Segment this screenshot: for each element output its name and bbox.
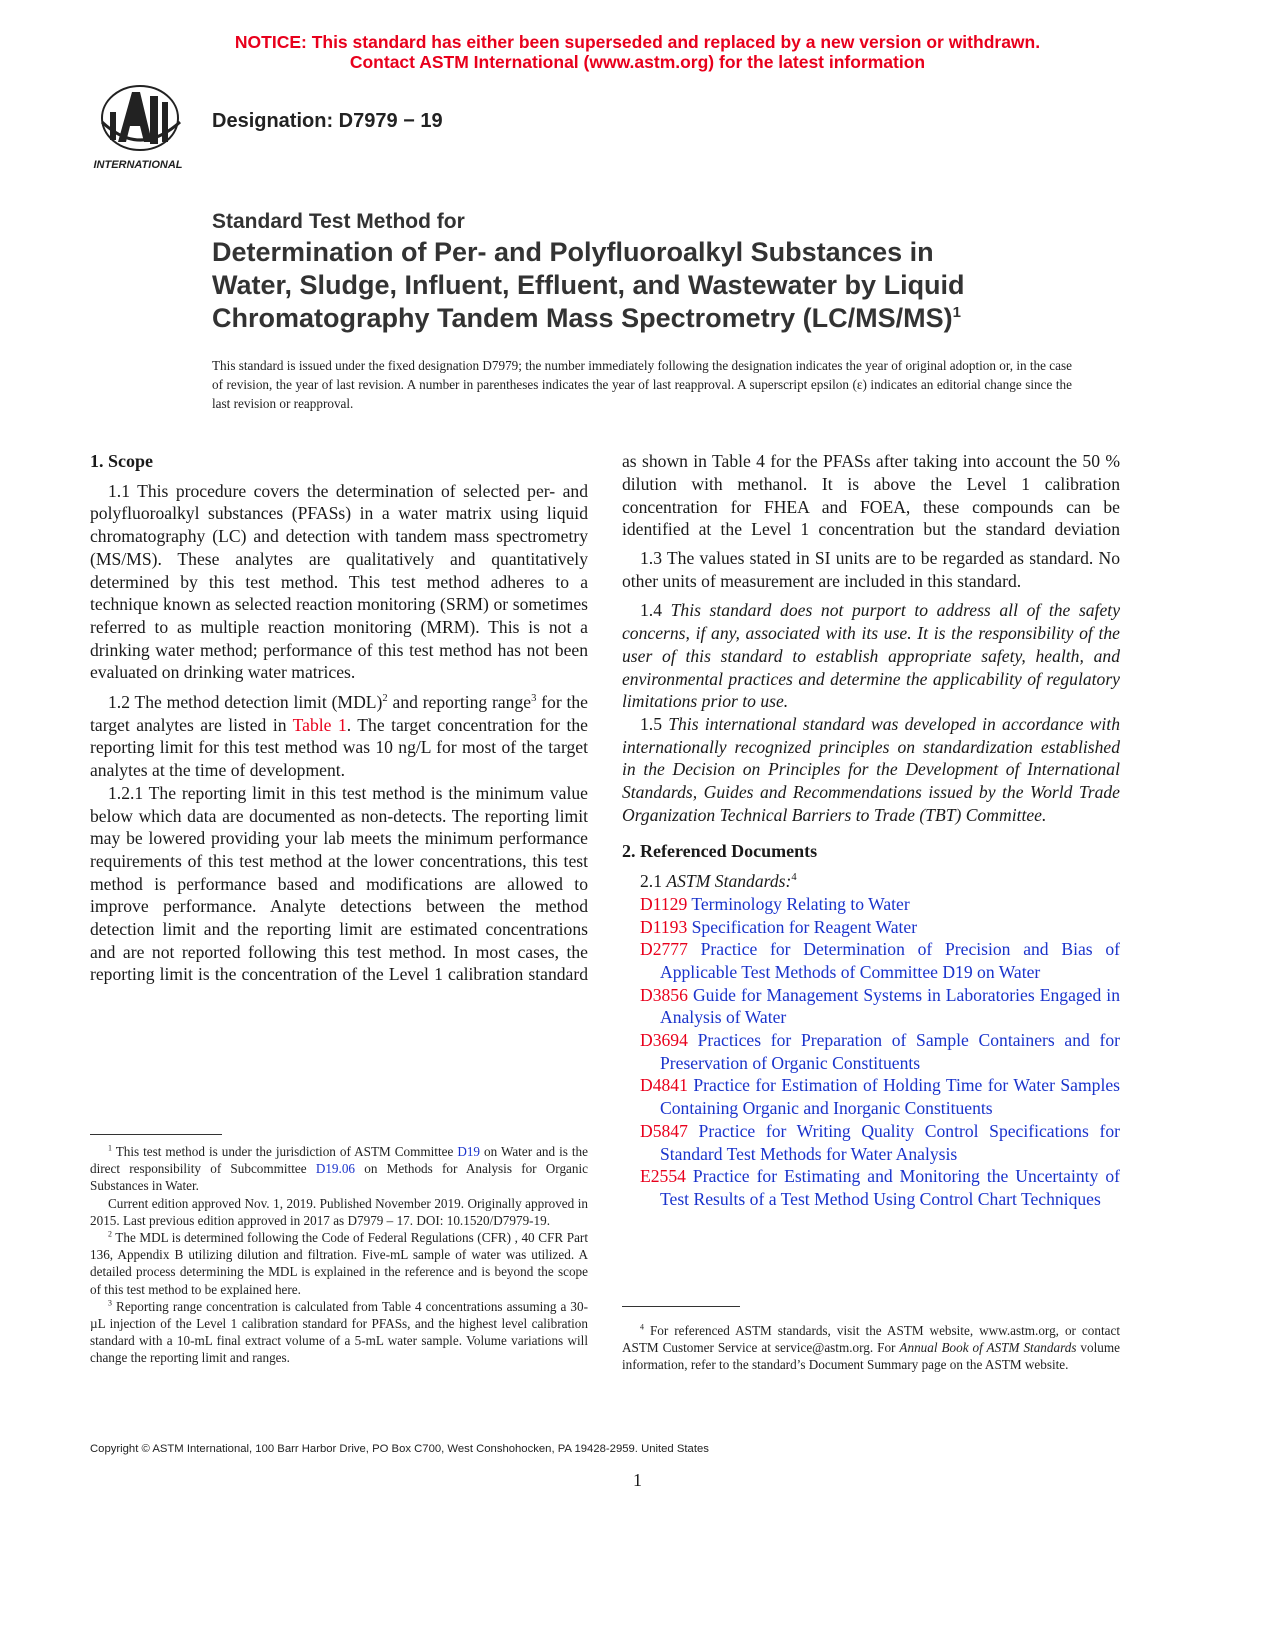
footnotes-right (622, 1322, 1120, 1374)
designation: Designation: D7979 − 19 (212, 110, 443, 132)
left-column (90, 450, 588, 986)
title-line-4: Chromatography Tandem Mass Spectrometry $(LC/MS/MS)^1$ (212, 303, 961, 333)
astm-logo (88, 82, 196, 174)
committee-d19-link[interactable]: D19 (457, 1144, 481, 1159)
supersede-notice (0, 32, 1275, 72)
section-heading-referenced-documents: 2. Referenced Documents (622, 841, 818, 862)
notice-line-1: NOTICE: This standard has either been superseded and replaced by a new version or withdrawn. (234, 32, 1041, 52)
subcommittee-d19-06-link[interactable]: D19.06 (315, 1161, 356, 1177)
paragraph-1-1: 1.1 This procedure covers the determination of selected per- and polyfluoroalkyl substances (PFASs) in a water matrix using liquid chromatography (LC) and detection with tandem mass spectrometry (MS/MS). These analytes are qualitatively and quantitatively determined by this test method. This test method adheres to a technique known as selected reaction monitoring (SRM) or sometimes referred to as multiple reaction monitoring (MRM). This is not a drinking water method; performance of this test method has not been evaluated on drinking water matrices. (90, 480, 588, 683)
astm-logo-icon (88, 82, 196, 174)
footnote-1-edition: Current edition approved Nov. 1, 2019. Published November 2019. Originally approved in 2015. Last previous edition approved in 2017 as D7979 – 17. DOI: 10.1520/D7979-19. (90, 1195, 588, 1228)
issued-note: This standard is issued under the fixed designation D7979; the number immediately following the designation indicates the year of original adoption or, in the case of revision, the year of last revision. A number in parentheses indicates the year of last reapproval. A superscript epsilon (ε) indicates an editorial change since the last revision or reapproval. (212, 358, 1072, 411)
reference-item[interactable]: D2777 Practice for Determination of Precision and Bias of Applicable Test Methods of Committee D19 on Water (640, 939, 1120, 982)
footnote-ref-3[interactable]: 3 (531, 693, 537, 705)
title-line-3: Water, Sludge, Influent, Effluent, and Wastewater by Liquid (212, 270, 965, 300)
paragraph-1-3: 1.3 The values stated in SI units are to be regarded as standard. No other units of measurement are included in this standard. (622, 548, 1120, 591)
document-title (212, 208, 1112, 335)
paragraph-1-2-1: 1.2.1 The reporting limit in this test method is the minimum value below which data are documented as non-detects. The reporting limit may be lowered providing your lab meets the minimum performance requirements of this test method at the lower concentrations, this test method is performance based and modifications are allowed to improve performance. Analyte detections between the method detection limit and the reporting limit are estimated concentrations and are not reported following this test method. In most cases, the reporting limit is the concentration of the Level 1 calibration standard (90, 782, 588, 985)
footnotes-left (90, 1143, 588, 1367)
paragraph-1-2: 1.2 The method detection limit (MDL)$^2$ and reporting range$^3$ for the target analytes are listed in Table 1. The target concentration for the reporting limit for this test method was 10 ng/L for most of the target analytes at the time of development. (90, 692, 588, 781)
reference-item[interactable]: D1193 Specification for Reagent Water (640, 916, 918, 937)
reference-item[interactable]: D4841 Practice for Estimation of Holding Time for Water Samples Containing Organic and Inorganic Constituents (640, 1075, 1120, 1119)
footnote-ref-2[interactable]: 2 (382, 693, 388, 705)
reference-item[interactable]: E2554 Practice for Estimating and Monitoring the Uncertainty of Test Results of a Test Method Using Control Chart Techniques (640, 1166, 1120, 1209)
copyright-notice: Copyright © ASTM International, 100 Barr Harbor Drive, PO Box C700, West Conshohocken, PA 19428-2959. United States (90, 1443, 709, 1455)
footnote-1: $^1$ This test method is under the jurisdiction of ASTM Committee D19 on Water and is the direct responsibility of Subcommittee D19.06 on Methods for Analysis for Organic Substances in Water. (90, 1143, 589, 1194)
footnote-divider-right (622, 1306, 740, 1307)
footnote-ref-4[interactable]: 4 (791, 872, 797, 884)
reference-item[interactable]: D5847 Practice for Writing Quality Control Specifications for Standard Test Methods for Water Analysis (640, 1120, 1120, 1164)
paragraph-1-2-1-continued: as shown in Table 4 for the PFASs after taking into account the 50 % dilution with methanol. It is above the Level 1 calibration concentration for FHEA and FOEA, these compounds can be identified at the Level 1 concentration but the standard deviation (622, 451, 1120, 540)
reference-item[interactable]: D1129 Terminology Relating to Water (640, 893, 910, 914)
reference-list (622, 893, 1120, 1211)
title-line-1: Standard Test Method for (212, 210, 465, 233)
footnote-4: $^4$ For referenced ASTM standards, visit the ASTM website, www.astm.org, or contact ASTM Customer Service at service@astm.org. For Annual Book of ASTM Standards volume information, refer to the standard’s Document Summary page on the ASTM website. (622, 1322, 1120, 1373)
section-heading-scope: 1. Scope (90, 451, 153, 471)
title-footnote-mark: 1 (952, 304, 961, 321)
right-column (622, 450, 1120, 1211)
footnote-divider-left (90, 1134, 222, 1135)
footnote-2: $^2$ The MDL is determined following the Code of Federal Regulations (CFR) , 40 CFR Part 136, Appendix B utilizing dilution and filtration. Five-mL sample of water was utilized. A detailed process determining the MDL is explained in the reference and is beyond the scope of this test method to be explained here. (90, 1229, 588, 1297)
reference-item[interactable]: D3694 Practices for Preparation of Sample Containers and for Preservation of Organic Constituents (640, 1030, 1120, 1073)
table-1-link[interactable]: Table 1 (292, 714, 347, 735)
paragraph-1-5: 1.5 This international standard was developed in accordance with internationally recognized principles on standardization established in the Decision on Principles for the Development of International Standards, Guides and Recommendations issued by the World Trade Organization Technical Barriers to Trade (TBT) Committee. (622, 713, 1120, 825)
page-number: 1 (633, 1470, 642, 1490)
astm-standards-subheading: 2.1 ASTM Standards:$^4$ (640, 871, 797, 892)
footnote-3: $^3$ Reporting range concentration is calculated from Table 4 concentrations assuming a 30-µL injection of the Level 1 calibration standard for PFASs, and the highest level calibration standard with a 10-mL final extract volume of a 5-mL water sample. Volume variations will change the reporting limit and ranges. (90, 1298, 588, 1366)
logo-text: INTERNATIONAL (93, 159, 183, 171)
notice-line-2: Contact ASTM International (www.astm.org) for the latest information (349, 52, 926, 72)
title-line-2: Determination of Per- and Polyfluoroalkyl Substances in (212, 237, 934, 267)
paragraph-1-4: 1.4 This standard does not purport to address all of the safety concerns, if any, associated with its use. It is the responsibility of the user of this standard to establish appropriate safety, health, and environmental practices and determine the applicability of regulatory limitations prior to use. (622, 600, 1121, 712)
reference-item[interactable]: D3856 Guide for Management Systems in Laboratories Engaged in Analysis of Water (640, 984, 1120, 1028)
